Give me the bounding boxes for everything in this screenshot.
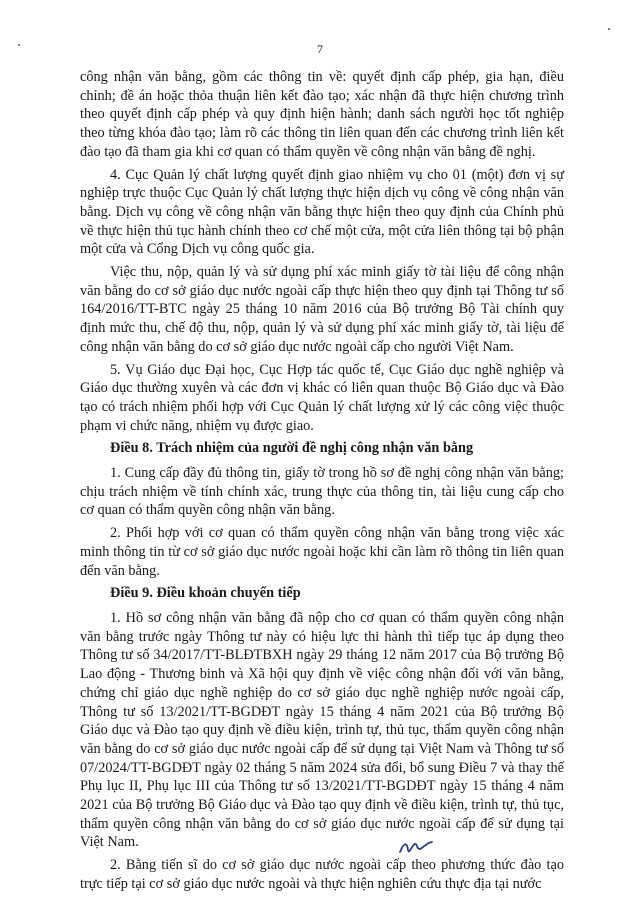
paragraph: 4. Cục Quản lý chất lượng quyết định giao nhiệm vụ cho 01 (một) đơn vị sự nghiệp trực thuộc Cục Quản lý chất lượng thực hiện dịch vụ công về công nhận văn bằng. Dịch vụ công về công nhận văn bằng thực hiện theo quy định của Chính phủ về thực hiện thủ tục hành chính theo cơ chế một cửa, một cửa liên thông tại bộ phận một cửa và Cổng Dịch vụ công quốc gia. xyxy=(80,166,564,258)
paragraph: 2. Phối hợp với cơ quan có thẩm quyền công nhận văn bằng trong việc xác minh thông tin từ cơ sở giáo dục nước ngoài hoặc khi cần làm rõ thông tin liên quan đến văn bằng. xyxy=(80,525,564,579)
initials-signature xyxy=(398,836,434,858)
paragraph: 5. Vụ Giáo dục Đại học, Cục Hợp tác quốc tế, Cục Giáo dục nghề nghiệp và Giáo dục thường xuyên và các đơn vị khác có liên quan thuộc Bộ Giáo dục và Đào tạo có trách nhiệm phối hợp với Cục Quản lý chất lượng xử lý các công việc thuộc phạm vi chức năng, nhiệm vụ được giao. xyxy=(80,361,564,434)
article-heading: Điều 8. Trách nhiệm của người đề nghị công nhận văn bằng xyxy=(110,440,474,457)
paragraph: 1. Hồ sơ công nhận văn bằng đã nộp cho cơ quan có thẩm quyền công nhận văn bằng trước ngày Thông tư này có hiệu lực thi hành thì tiếp tục áp dụng theo Thông tư số 34/2017/TT-BLĐTBXH ngày 29 tháng 12 năm 2017 của Bộ trưởng Bộ Lao động - Thương binh và Xã hội quy định về việc công nhận đối với văn bằng, chứng chỉ giáo dục nghề nghiệp do cơ sở giáo dục nghề nghiệp nước ngoài cấp, Thông tư số 13/2021/TT-BGDĐT ngày 15 tháng 4 năm 2021 của Bộ trưởng Bộ Giáo dục và Đào tạo quy định về điều kiện, trình tự, thủ tục, thẩm quyền công nhận văn bằng do cơ sở giáo dục nước ngoài cấp để sử dụng tại Việt Nam và Thông tư số 07/2024/TT-BGDĐT ngày 02 tháng 5 năm 2024 sửa đổi, bổ sung Điều 7 và thay thế Phụ lục II, Phụ lục III của Thông tư số 13/2021/TT-BGDĐT ngày 15 tháng 4 năm 2021 của Bộ trưởng Bộ Giáo dục và Đào tạo quy định về điều kiện, trình tự, thủ tục, thẩm quyền công nhận văn bằng do cơ sở giáo dục nước ngoài cấp để sử dụng tại Việt Nam. xyxy=(80,609,564,851)
paragraph: Việc thu, nộp, quản lý và sử dụng phí xác minh giấy tờ tài liệu để công nhận văn bằng do cơ sở giáo dục nước ngoài cấp thực hiện theo quy định tại Thông tư số 164/2016/TT-BTC ngày 25 tháng 10 năm 2016 của Bộ trưởng Bộ Tài chính quy định mức thu, chế độ thu, nộp, quản lý và sử dụng phí xác minh giấy tờ, tài liệu để công nhận văn bằng do cơ sở giáo dục nước ngoài cấp cho người Việt Nam. xyxy=(80,264,564,355)
scan-speck xyxy=(18,44,20,46)
article-heading: Điều 9. Điều khoản chuyển tiếp xyxy=(110,585,301,602)
paragraph: 1. Cung cấp đầy đủ thông tin, giấy tờ trong hồ sơ đề nghị công nhận văn bằng; chịu trách nhiệm về tính chính xác, trung thực của thông tin, tài liệu cung cấp cho cơ quan có thẩm quyền công nhận văn bằng. xyxy=(80,465,564,519)
document-body xyxy=(80,68,564,898)
paragraph: 2. Bằng tiến sĩ do cơ sở giáo dục nước ngoài cấp theo phương thức đào tạo trực tiếp tại cơ sở giáo dục nước ngoài và thực hiện nghiên cứu thực địa tại nước xyxy=(80,857,564,892)
page-number: 7 xyxy=(317,42,323,56)
paragraph: công nhận văn bằng, gồm các thông tin về: quyết định cấp phép, gia hạn, điều chỉnh; đề án hoặc thỏa thuận liên kết đào tạo; xác nhận đã thực hiện chương trình theo quyết định cấp phép và quy định hiện hành; danh sách người học tốt nghiệp theo từng khóa đào tạo; làm rõ các thông tin liên quan đến các chương trình liên kết đào tạo đã tham gia khi cơ quan có thẩm quyền về công nhận văn bằng đề nghị. xyxy=(80,69,564,160)
scan-speck xyxy=(608,28,610,30)
